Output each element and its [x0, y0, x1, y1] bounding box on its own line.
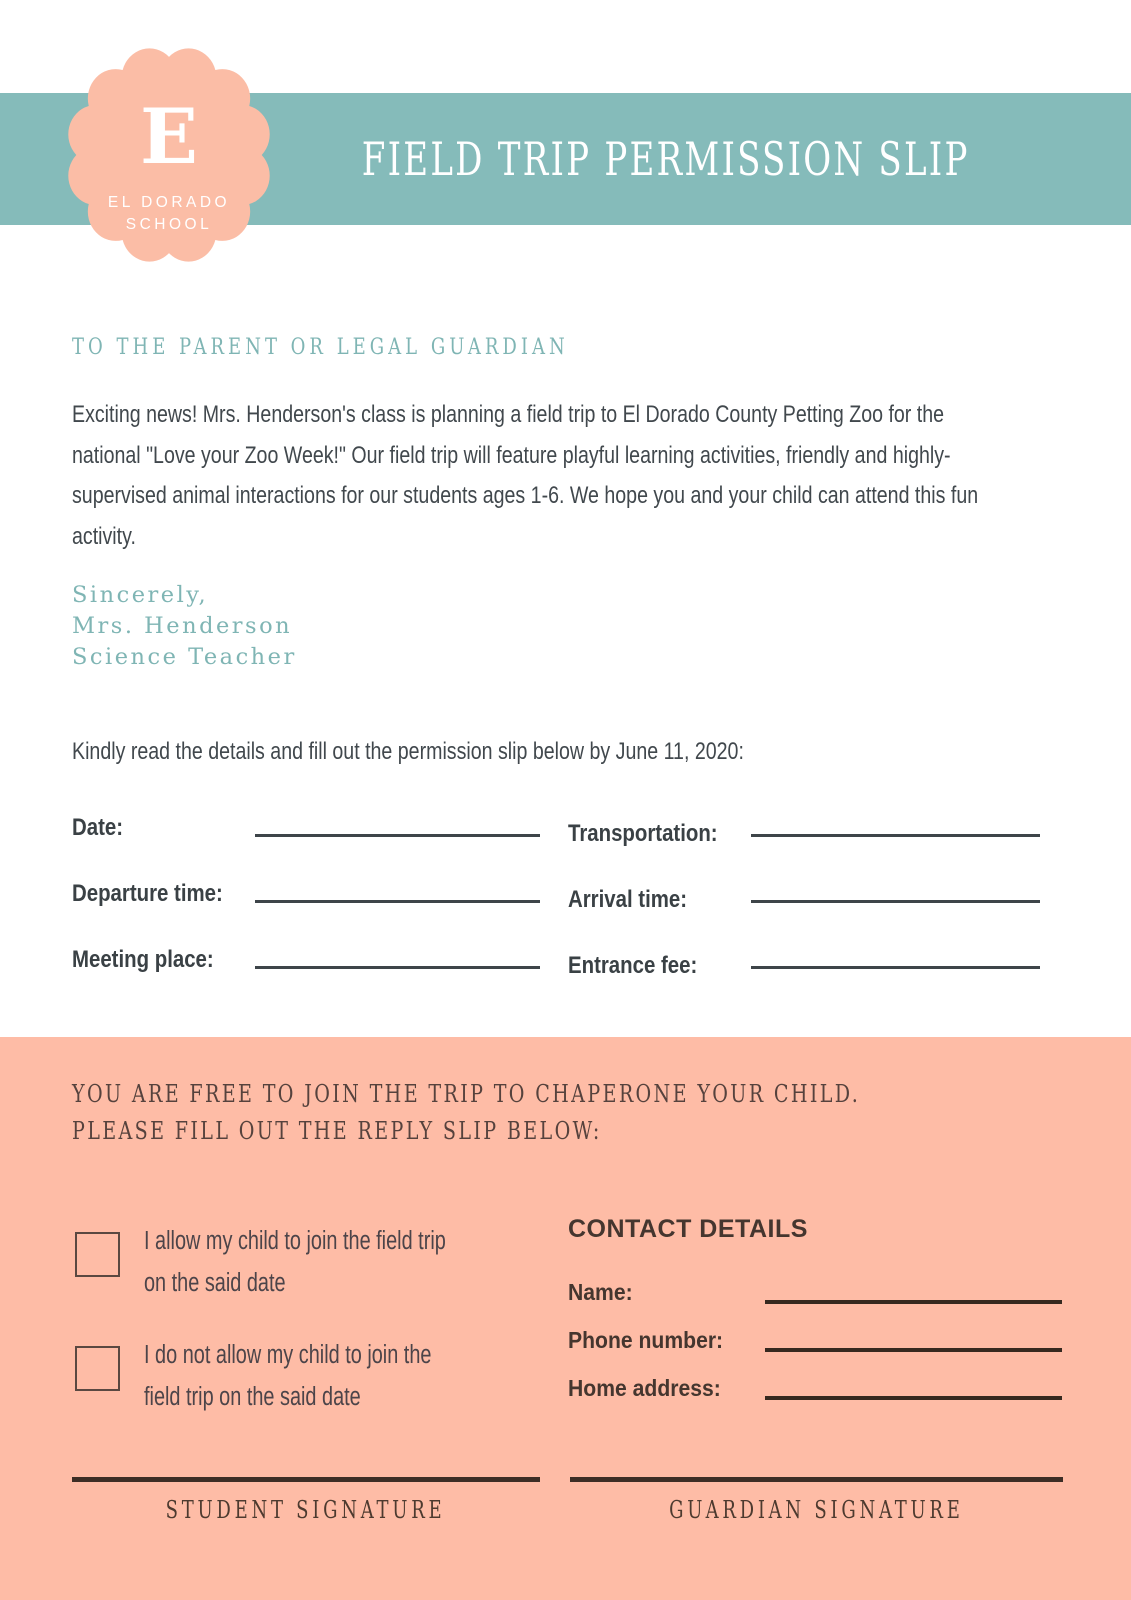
home-address-input-line[interactable] — [765, 1396, 1062, 1400]
school-logo-badge — [66, 46, 272, 264]
allow-option-label: I allow my child to join the field trip on the said date — [144, 1227, 446, 1297]
date-input-line[interactable] — [255, 834, 540, 837]
option-row-not-allow — [75, 1334, 564, 1418]
entrance-fee-input-line[interactable] — [751, 966, 1040, 969]
transportation-input-line[interactable] — [751, 834, 1040, 837]
contact-row-phone — [568, 1316, 1062, 1364]
date-label: Date: — [72, 814, 124, 841]
field-row-arrival-time — [568, 861, 1040, 927]
letter-body: Exciting news! Mrs. Henderson's class is planning a field trip to El Dorado County Petting Zoo for the national "Love your Zoo Week!" Our field trip will feature playful learning activities, friendly and highly-supervised animal interactions for our students ages 1-6. We hope you and your child can attend this fun activity. — [72, 401, 979, 550]
contact-details — [568, 1215, 1062, 1412]
field-row-meeting-place — [72, 927, 540, 993]
entrance-fee-label: Entrance fee: — [568, 952, 698, 979]
guardian-signature-block — [570, 1477, 1063, 1524]
contact-row-name — [568, 1268, 1062, 1316]
arrival-time-input-line[interactable] — [751, 900, 1040, 903]
student-signature-line[interactable] — [72, 1477, 540, 1482]
field-row-transportation — [568, 795, 1040, 861]
salutation: TO THE PARENT OR LEGAL GUARDIAN — [72, 334, 569, 360]
name-input-line[interactable] — [765, 1300, 1062, 1304]
permission-options — [75, 1220, 564, 1418]
not-allow-checkbox[interactable] — [75, 1346, 120, 1391]
student-signature-label: STUDENT SIGNATURE — [166, 1496, 446, 1524]
reply-heading-line2: PLEASE FILL OUT THE REPLY SLIP BELOW: — [72, 1116, 602, 1145]
instruction-text: Kindly read the details and fill out the permission slip below by June 11, 2020: — [72, 738, 744, 765]
guardian-signature-line[interactable] — [570, 1477, 1063, 1482]
salutation-wrap — [72, 334, 693, 360]
letter-closing — [72, 580, 297, 673]
reply-slip-heading — [72, 1075, 860, 1149]
school-name-line1: EL DORADO — [107, 194, 231, 211]
departure-time-input-line[interactable] — [255, 900, 540, 903]
contact-rows — [568, 1268, 1062, 1412]
page-title: FIELD TRIP PERMISSION SLIP — [361, 132, 970, 186]
field-row-departure-time — [72, 861, 540, 927]
student-signature-block — [72, 1477, 540, 1524]
allow-checkbox[interactable] — [75, 1232, 120, 1277]
closing-teacher-role: Science Teacher — [72, 644, 297, 670]
closing-sincerely: Sincerely, — [72, 582, 209, 608]
departure-time-label: Departure time: — [72, 880, 223, 907]
not-allow-option-label: I do not allow my child to join the field trip on the said date — [144, 1341, 432, 1411]
phone-number-label: Phone number: — [568, 1327, 724, 1353]
field-row-date — [72, 795, 540, 861]
transportation-label: Transportation: — [568, 820, 718, 847]
reply-slip-section — [0, 1037, 1131, 1600]
meeting-place-input-line[interactable] — [255, 966, 540, 969]
header — [280, 93, 1051, 225]
home-address-label: Home address: — [568, 1375, 721, 1401]
closing-teacher-name: Mrs. Henderson — [72, 613, 293, 639]
trip-details-form — [72, 795, 1040, 993]
contact-row-address — [568, 1364, 1062, 1412]
option-row-allow — [75, 1220, 564, 1304]
reply-heading-line1: YOU ARE FREE TO JOIN THE TRIP TO CHAPERONE YOUR CHILD. — [72, 1079, 861, 1108]
school-name-line2: SCHOOL — [125, 216, 213, 233]
arrival-time-label: Arrival time: — [568, 886, 688, 913]
field-row-entrance-fee — [568, 927, 1040, 993]
school-initial: E — [140, 92, 198, 181]
contact-details-heading: CONTACT DETAILS — [568, 1215, 808, 1243]
badge-content — [66, 46, 272, 264]
meeting-place-label: Meeting place: — [72, 946, 214, 973]
guardian-signature-label: GUARDIAN SIGNATURE — [669, 1496, 964, 1524]
name-label: Name: — [568, 1279, 633, 1305]
school-name — [108, 192, 230, 236]
phone-number-input-line[interactable] — [765, 1348, 1062, 1352]
